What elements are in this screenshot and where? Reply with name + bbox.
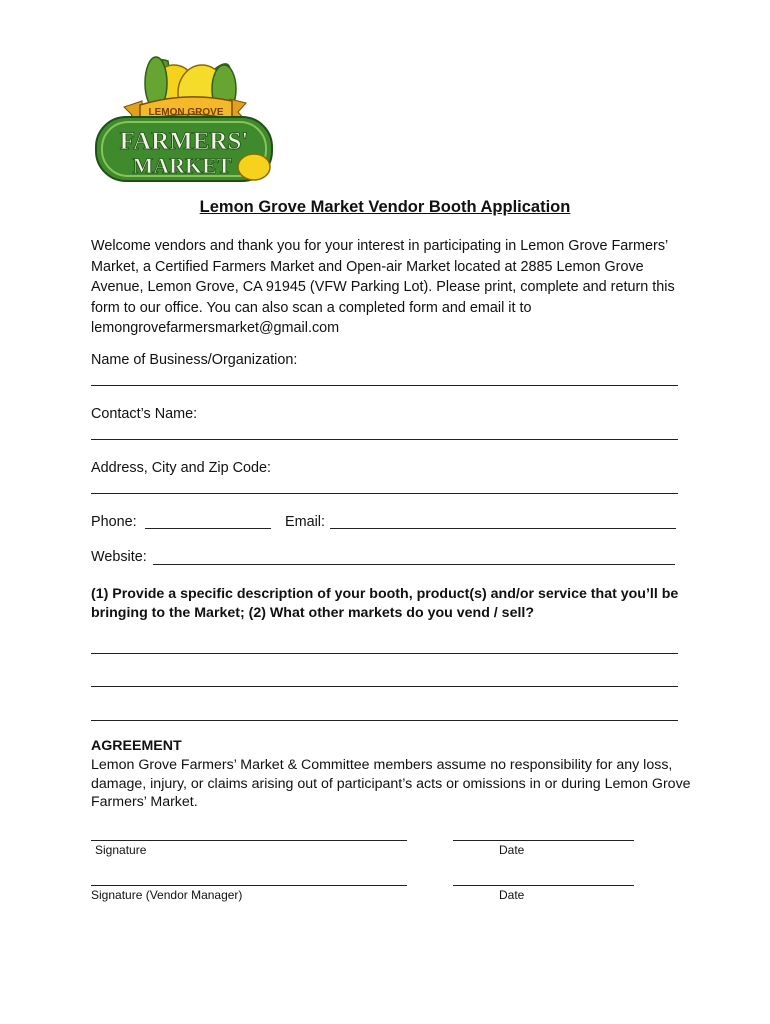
description-line-3[interactable] — [91, 720, 678, 721]
contact-name-field[interactable] — [91, 439, 678, 440]
agreement-text: Lemon Grove Farmers’ Market & Committee members assume no responsibility for any loss, damage, injury, or claims arising out of participant’s acts or omissions in or during Lemon Grove Farmers’ Market. — [91, 757, 691, 810]
address-field[interactable] — [91, 493, 678, 494]
date-line-2[interactable] — [453, 885, 634, 886]
address-label: Address, City and Zip Code: — [91, 460, 271, 476]
logo-ribbon-text: LEMON GROVE — [148, 107, 224, 118]
business-name-field[interactable] — [91, 385, 678, 386]
business-name-label: Name of Business/Organization: — [91, 352, 298, 368]
booth-description-question: (1) Provide a specific description of your booth, product(s) and/or service that you’ll be bringing to the Market; (2) What other markets do you vend / sell? — [91, 586, 679, 621]
signature-line[interactable] — [91, 840, 407, 841]
date-line-1[interactable] — [453, 840, 634, 841]
description-line-2[interactable] — [91, 686, 678, 687]
signature-label: Signature — [95, 843, 147, 857]
agreement-heading: AGREEMENT — [91, 738, 182, 754]
vendor-manager-signature-label: Signature (Vendor Manager) — [91, 888, 243, 902]
email-label: Email: — [285, 514, 325, 530]
logo-farmers-text: FARMERS' — [119, 128, 249, 155]
date-label-1: Date — [499, 843, 525, 857]
logo-market-text: MARKET — [132, 153, 232, 178]
description-line-1[interactable] — [91, 653, 678, 654]
intro-paragraph: Welcome vendors and thank you for your interest in participating in Lemon Grove Farmers’ Market, a Certified Farmers Market and Open-air Market located at 2885 Lemon Grove Avenue, Lemon Grove, CA 91945 (VFW Parking Lot). Please print, complete and return this form to our office. You can also scan a completed form and email it to lemongrovefarmersmarket@gmail.com — [91, 238, 675, 337]
vendor-manager-signature-line[interactable] — [91, 885, 407, 886]
email-field[interactable] — [330, 528, 676, 529]
contact-name-label: Contact’s Name: — [91, 406, 198, 422]
page-title: Lemon Grove Market Vendor Booth Application — [199, 198, 571, 216]
farmers-market-logo — [90, 55, 280, 190]
date-label-2: Date — [499, 888, 525, 902]
phone-label: Phone: — [91, 514, 137, 530]
phone-field[interactable] — [145, 528, 271, 529]
website-label: Website: — [91, 549, 147, 565]
website-field[interactable] — [153, 564, 675, 565]
